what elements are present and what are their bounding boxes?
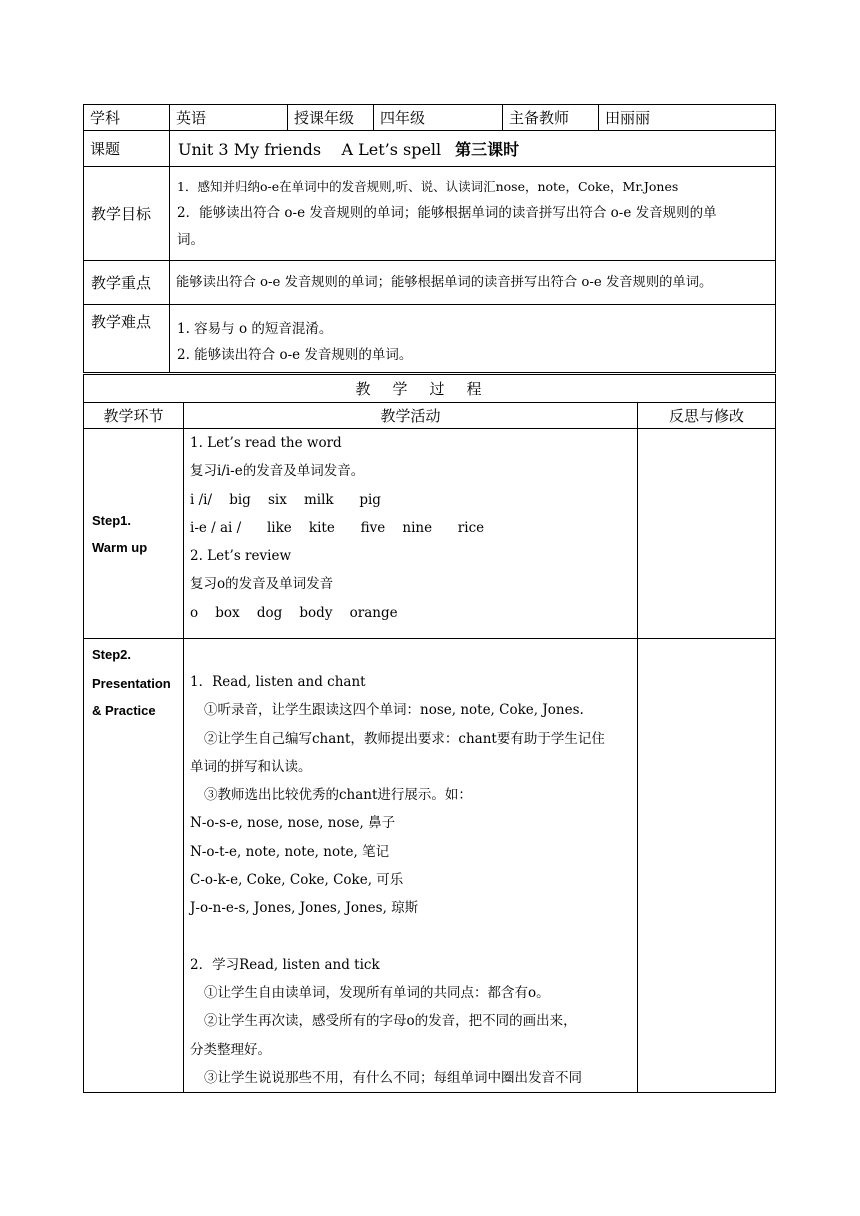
goals-label: 教学目标 [84,167,170,261]
teacher-label: 主备教师 [503,105,599,131]
activity-line: 复习o的发音及单词发音 [190,576,334,593]
step1-title: Step1. [92,512,132,528]
step2-subtitle-2: & Practice [92,703,156,718]
activity-line [190,923,637,951]
activity-column-header: 教学活动 [184,403,638,429]
grade-label: 授课年级 [288,105,374,131]
activity-line: 复习i/i-e的发音及单词发音。 [190,463,365,480]
activity-line: 2．学习Read, listen and tick [190,956,380,973]
goal-line: 2．能够读出符合 o-e 发音规则的单词；能够根据单词的读音拼写出符合 o-e 发音规则的单 [177,205,717,221]
subject-value: 英语 [170,105,288,131]
activity-line: 单词的拼写和认读。 [190,758,312,775]
activity-line: ②让学生再次读，感受所有的字母o的发音，把不同的画出来， [204,1013,577,1030]
lesson-info-table [83,104,776,373]
reflect-column-header: 反思与修改 [638,403,776,429]
topic-label: 课题 [84,131,170,167]
goal-line: 词。 [177,232,204,248]
process-title: 教学过程 [84,375,776,403]
activity-line: 1. Let’s read the word [190,435,342,451]
activity-line: 1．Read, listen and chant [190,674,366,690]
topic-lesson: 第三课时 [455,140,520,159]
stage-column-header: 教学环节 [84,403,184,429]
step2-activity [184,639,638,1093]
activity-line: i /i/ big six milk pig [190,491,381,508]
activity-line: i-e / ai / like kite five nine rice [190,519,485,536]
difficulty-line: 1. 容易与 o 的短音混淆。 [177,320,333,337]
activity-line: J-o-n-e-s, Jones, Jones, Jones, 琼斯 [190,900,419,917]
difficulty-line: 2. 能够读出符合 o-e 发音规则的单词。 [177,346,413,363]
step2-name [84,639,184,1093]
topic-unit: Unit 3 My friends A Let’s spell [178,140,442,159]
topic-value [170,131,776,167]
activity-line: 2. Let’s review [190,548,291,565]
goals-text [170,167,776,261]
step2-reflection [638,639,776,1093]
activity-line: ②让学生自己编写chant，教师提出要求：chant要有助于学生记住 [204,730,605,747]
activity-line: o box dog body orange [190,604,398,621]
step2-subtitle: Presentation [92,676,171,691]
step1-name [84,429,184,639]
key-label: 教学重点 [84,261,170,305]
subject-label: 学科 [84,105,170,131]
teaching-process-table [83,374,776,1093]
activity-line: ①让学生自由读单词，发现所有单词的共同点：都含有o。 [204,984,550,1001]
step1-reflection [638,429,776,639]
step1-subtitle: Warm up [92,539,148,555]
activity-line: 分类整理好。 [190,1041,271,1058]
step1-activity [184,429,638,639]
grade-value: 四年级 [374,105,503,131]
activity-line: ③让学生说说那些不用，有什么不同；每组单词中圈出发音不同 [204,1069,582,1086]
activity-line: ①听录音，让学生跟读这四个单词：nose, note, Coke, Jones. [204,702,584,719]
step2-title: Step2. [92,647,132,662]
teacher-value: 田丽丽 [599,105,776,131]
activity-line: ③教师选出比较优秀的chant进行展示。如： [204,787,472,804]
activity-line: N-o-t-e, note, note, note, 笔记 [190,843,390,860]
difficulty-label: 教学难点 [84,305,170,373]
goal-line: 1．感知并归纳o-e在单词中的发音规则,听、说、认读词汇nose，note，Coke，Mr.Jones [177,179,679,194]
key-text: 能够读出符合 o-e 发音规则的单词；能够根据单词的读音拼写出符合 o-e 发音规则的单词。 [170,261,776,305]
activity-line: C-o-k-e, Coke, Coke, Coke, 可乐 [190,872,404,889]
difficulty-text [170,305,776,373]
activity-line: N-o-s-e, nose, nose, nose, 鼻子 [190,815,396,832]
